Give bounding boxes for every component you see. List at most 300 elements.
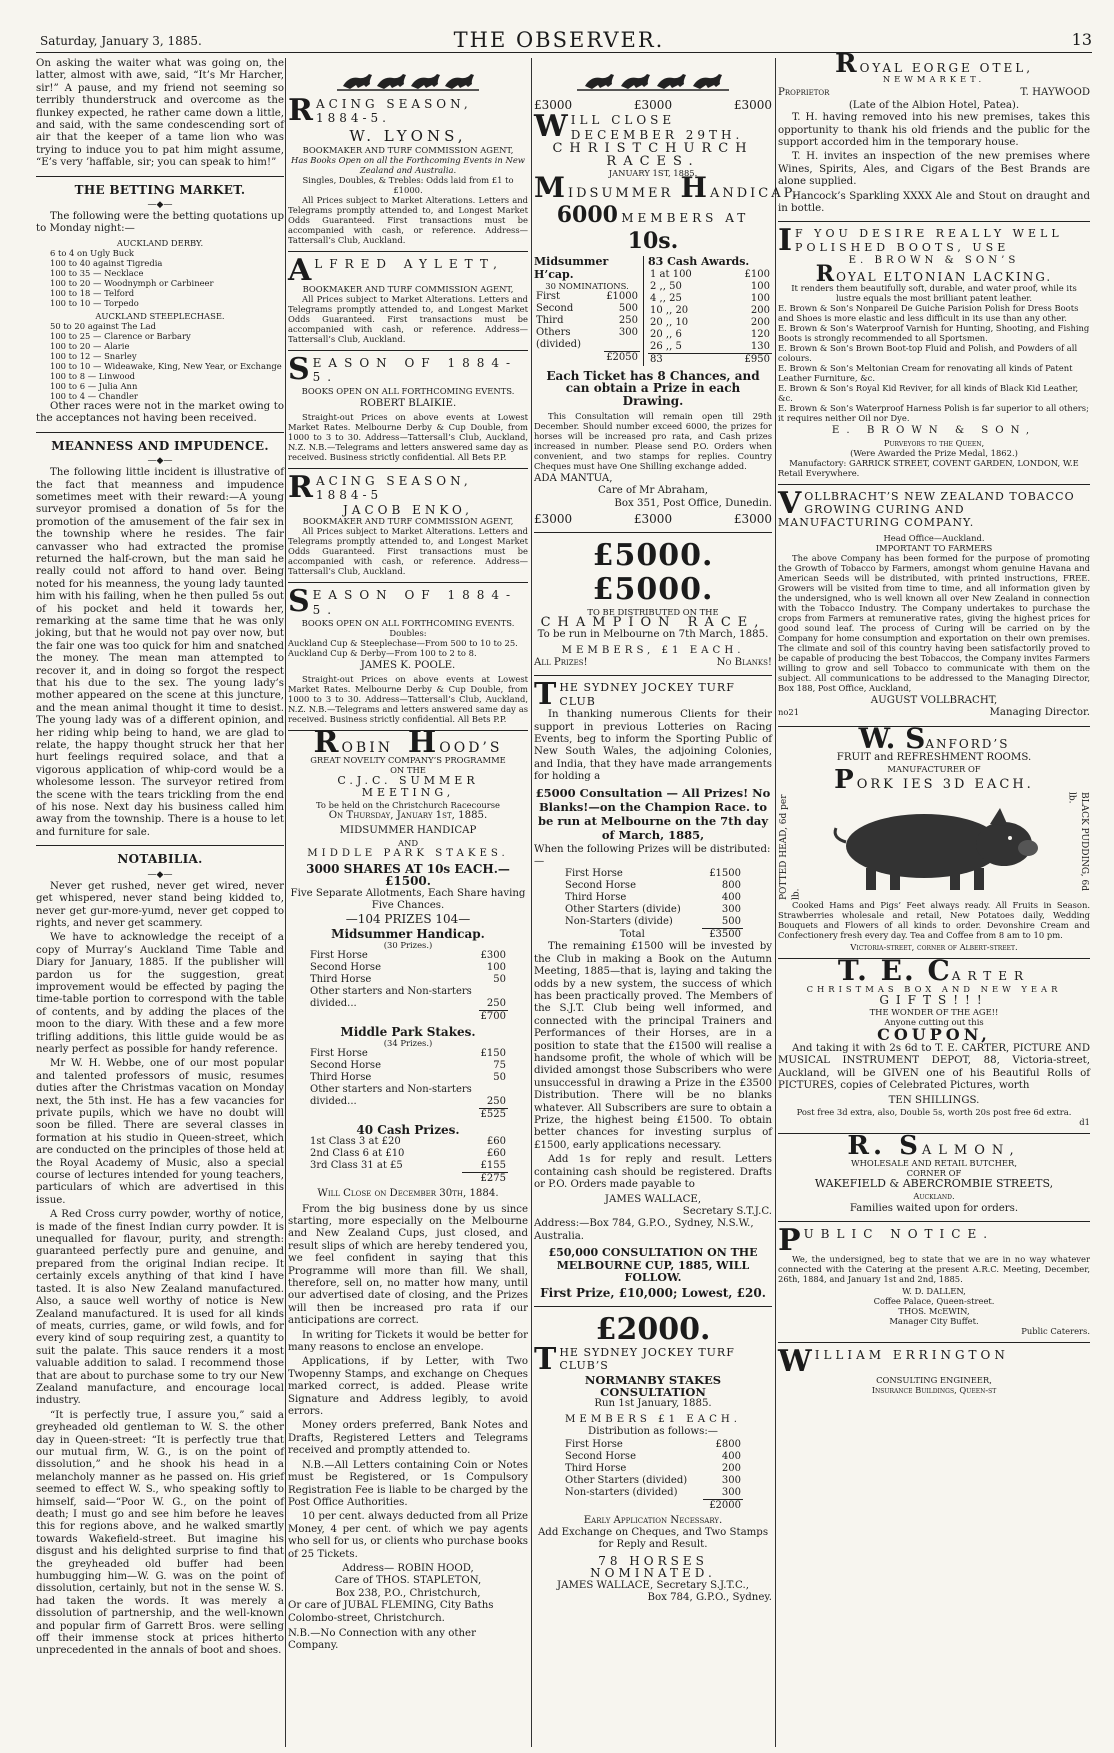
- odds-line: 100 to 8 — Linwood: [50, 370, 135, 381]
- divider: [288, 582, 528, 583]
- drop-cap: A: [288, 252, 312, 288]
- drop-cap: R: [815, 260, 837, 287]
- prize-label: Second Horse: [310, 1060, 381, 1072]
- poole-advert: [288, 584, 528, 725]
- advert-heading: R. S: [847, 1131, 922, 1161]
- amount: £3000: [733, 512, 772, 527]
- advert-line: Each Ticket has 8 Chances, and can obtain a Prize in each Drawing.: [546, 368, 760, 408]
- advert-line: GIFTS!!!: [879, 993, 989, 1008]
- odds-line: 100 to 12 — Snarley: [50, 350, 137, 361]
- advert-body: Straight-out Prices on above events at Lowest Market Rates. Melbourne Derby & Cup Double, from 1000 to 3 to 30. Address—Tattersall’s Club, Auckland, N.Z. N.B.—Telegrams and letters answered same day as received. Business strictly confidential. All Bets P.P.: [288, 674, 528, 725]
- ornament: —◆—: [147, 869, 173, 880]
- drop-cap: P: [778, 1223, 801, 1259]
- product-item: E. Brown & Son’s Meltonian Cream for renovating all kinds of Patent Leather Furniture, &c.: [778, 363, 1073, 384]
- prize-label: Third: [536, 315, 564, 327]
- advert-heading: IDSUMMER: [568, 186, 674, 202]
- advert-line: NORMANBY STAKES CONSULTATION: [584, 1372, 722, 1399]
- odds-line: 100 to 18 — Telford: [50, 287, 135, 298]
- prize-amount: 800: [721, 880, 741, 892]
- carter-heading: [778, 953, 1090, 987]
- advert-line: MEMBERS AT: [621, 211, 750, 226]
- prize-label: 3rd Class 31 at £5: [310, 1160, 403, 1172]
- drop-cap: M: [534, 171, 568, 205]
- blaikie-advert: [288, 351, 528, 463]
- address-line: Box 351, Post Office, Dunedin.: [614, 497, 772, 509]
- betting-intro: The following were the betting quotations up to Monday night:—: [36, 211, 284, 235]
- drop-cap: I: [778, 223, 793, 259]
- prize-label: Second Horse: [565, 1450, 636, 1462]
- prize-amount: £150: [480, 1048, 506, 1060]
- drop-cap: H: [680, 171, 710, 205]
- advert-line: (Late of the Albion Hotel, Patea).: [848, 99, 1020, 111]
- odds-line: 100 to 35 — Necklace: [50, 267, 144, 278]
- advert-line: JANUARY 1ST, 1885.: [608, 168, 698, 179]
- advert-line: CHRISTCHURCH RACES.: [552, 141, 754, 169]
- drop-cap: T: [534, 677, 557, 713]
- drop-cap: V: [778, 485, 802, 521]
- steeplechase-odds: [36, 321, 284, 401]
- amount: £3000: [733, 98, 772, 112]
- prize-amount: 75: [493, 1060, 506, 1072]
- prize-amount: 200: [750, 304, 770, 316]
- advert-line: Auckland.: [913, 1190, 955, 1201]
- advert-line: ON THE: [390, 764, 426, 775]
- closing-date: Will Close on December 30th, 1884.: [317, 1188, 499, 1200]
- advert-note: N.B.—No Connection with any other Company.: [288, 1627, 476, 1652]
- advert-heading: EASON OF 1884-5.: [312, 355, 518, 385]
- prize-label: First Horse: [310, 1048, 368, 1060]
- cash-prize-table: [308, 1136, 508, 1185]
- middle-park-prize-table: [308, 1048, 508, 1121]
- divider: [534, 675, 772, 676]
- prize-label: 2 ,, 50: [650, 280, 682, 292]
- address-line: Victoria-street, corner of Albert-street.: [850, 941, 1018, 952]
- advert-heading: ANFORD’S: [925, 736, 1010, 751]
- prize-amount: £800: [715, 1438, 741, 1450]
- prize-table-title: Midsummer Handicap.: [331, 926, 485, 941]
- newspaper-title: THE OBSERVER.: [453, 28, 665, 52]
- drop-cap: H: [407, 725, 440, 761]
- advert-line: Doubles:: [389, 628, 427, 639]
- advertiser-name: JAMES WALLACE,: [604, 1193, 702, 1205]
- signatory-title: Coffee Palace, Queen-street.: [873, 1296, 995, 1307]
- page-number: 13: [1071, 30, 1092, 49]
- advert-body: Applications, if by Letter, with Two Twopenny Stamps, and exchange on Cheques marked correct, is added. Please write Signature and Address legibly, to avoid errors.: [288, 1356, 528, 1418]
- prize-label: 20 ,, 6: [650, 328, 682, 340]
- divider: [778, 726, 1090, 727]
- odds-line: 100 to 4 — Chandler: [50, 390, 138, 401]
- advert-heading: ALMON,: [921, 1143, 1021, 1158]
- proprietor-name: T. HAYWOOD: [1020, 87, 1090, 99]
- advert-body: Straight-out Prices on above events at Lowest Market Rates. Melbourne Derby & Cup Double, from 1000 to 3 to 30. Address—Tattersall’s Club, Auckland, N.Z. N.B.—Telegrams and letters answered same day as received. Business strictly confidential. All Bets P.P.: [288, 412, 528, 463]
- prize-amount: 400: [721, 1450, 741, 1462]
- signature-line: [778, 707, 1090, 719]
- prize-amount: 200: [721, 1462, 741, 1474]
- product-item: E. Brown & Son’s Royal Kid Reviver, for all kinds of Black Kid Leather, &c.: [778, 383, 1079, 404]
- advert-line: To be run in Melbourne on 7th March, 1885.: [537, 629, 769, 641]
- advert-line: MANUFACTURER OF: [887, 764, 981, 775]
- prize-label: Non-Starters (divide): [565, 916, 673, 928]
- prize-label: Other starters and Non-starters divided...: [310, 1084, 472, 1108]
- advert-body: T. H. invites an inspection of the new premises where Wines, Spirits, Ales, and Cigars of the Best Brands are alone supplied.: [778, 151, 1090, 188]
- normanby-prize-table: [563, 1439, 743, 1512]
- drop-cap: W: [778, 1344, 812, 1380]
- prize-label: Third Horse: [565, 1462, 627, 1474]
- advert-line: (Were Awarded the Prize Medal, 1862.): [850, 447, 1018, 458]
- prize-amount: 200: [750, 316, 770, 328]
- advert-line: [534, 657, 772, 669]
- prize-amount: 300: [721, 1486, 741, 1498]
- advert-line: Head Office—Auckland.: [883, 532, 985, 543]
- prize-label: First: [536, 291, 561, 303]
- advert-heading: EASON OF 1884-5.: [312, 588, 518, 617]
- amount: £3000: [633, 512, 673, 527]
- advert-heading: ANDICAP.: [709, 186, 800, 202]
- advert-line: CHRISTMAS BOX AND NEW YEAR: [806, 984, 1062, 995]
- prize-table-subtitle: (30 Prizes.): [383, 940, 433, 951]
- prize-label: 2nd Class 6 at £10: [310, 1148, 405, 1160]
- column-divider: [285, 58, 286, 1747]
- divider: [36, 432, 284, 433]
- advert-heading: F YOU DESIRE REALLY WELL POLISHED BOOTS, USE: [795, 227, 1063, 254]
- advert-heading: OYAL ELTONIAN LACKING.: [836, 269, 1053, 284]
- advert-subtitle: BOOKS OPEN ON ALL FORTHCOMING EVENTS.: [301, 385, 515, 396]
- odds-line: 100 to 25 — Clarence or Barbary: [50, 330, 191, 341]
- advert-line: Auckland Cup & Derby—From 100 to 2 to 8.: [288, 648, 477, 659]
- advert-heading: ORK IES 3D EACH.: [856, 777, 1034, 793]
- intro-paragraph: On asking the waiter what was going on, the latter, almost with awe, said, “It’s Mr Harcher, sir!” A pause, and my friend not seeming so terribly thunderstruck and overcome as the flunkey expected, he rather came down a little, and said, with the same condescending sort of air that the keeper of a tame lion who was trying to induce you to pat him might assume, “E’s very ’haffable, sir; you can speak to him!”: [36, 58, 284, 169]
- issue-date: Saturday, January 3, 1885.: [40, 34, 202, 48]
- prize-label: 20 ,, 10: [650, 316, 689, 328]
- drop-cap: T: [534, 1341, 557, 1377]
- page-header: [26, 28, 1092, 50]
- notabilia-item: A Red Cross curry powder, worthy of notice, is made of the finest Indian curry powder. It is unequalled for flavour, purity, and strength: guaranteed perfectly pure and genuine, and prepared from the original Indian recipe. It certainly excels anything of that kind I have tasted. It is also New Zealand manufactured. Also, a sauce well worthy of notice is New Zealand manufactured. It is used for all kinds of meats, curries, game, or wild fowls, and for every kind of soup requiring zest, a quantity to suit the palate. This sauce renders it a most valuable addition to salad. I recommend those that are about to purchase some to try our New Zealand manufacture, and encourage local industry.: [36, 1209, 284, 1407]
- advert-body: The remaining £1500 will be invested by the Club in making a Book on the Autumn Meeting, 1885—that is, laying and taking the odds by a new system, the success of which has been practically proved. The Members of the S.J.T. Club being well informed, and connected with the principal Trainers and Performances of their Horses, are in a position to state that the £1500 will realise a handsome profit, the whole of which will be divided amongst those Subscribers who were unsuccessful in drawing a Prize in the £3500 Distribution. There will be no blanks whatever. All Subscribers are sure to obtain a Prize, the highest being £1500. To obtain better chances for investing surplus of £1500, early applications necessary.: [534, 941, 772, 1151]
- prize-amount: 250: [486, 1095, 506, 1107]
- advert-line: Purveyors to the Queen,: [883, 437, 985, 448]
- prize-table: [648, 269, 772, 366]
- champion-prize-banner: £5000. £5000.: [592, 537, 714, 607]
- address-line: Insurance Buildings, Queen-st: [871, 1385, 997, 1396]
- advert-line: MEMBERS £1 EACH.: [564, 1413, 742, 1425]
- royal-george-heading: [778, 49, 1090, 79]
- divider: [288, 251, 528, 252]
- divider: [534, 1306, 772, 1307]
- advert-heading: ILLIAM ERRINGTON: [814, 1348, 1009, 1363]
- prize-amount: 130: [750, 340, 770, 352]
- address-line: Address:—Box 784, G.P.O., Sydney, N.S.W., Australia.: [534, 1218, 754, 1242]
- prize-amount: 300: [721, 1474, 741, 1486]
- signatory-name: W. D. DALLEN,: [902, 1286, 966, 1297]
- divider: [288, 350, 528, 351]
- advert-heading: OOD’S: [439, 740, 503, 757]
- steeplechase-heading: AUCKLAND STEEPLECHASE.: [95, 310, 225, 321]
- champion-prize-table: [563, 868, 743, 941]
- odds-line: 100 to 10 — Wideawake, King, New Year, or Exchange: [50, 360, 282, 371]
- advert-ref: no21: [778, 707, 800, 718]
- prize-table-title: Midsummer H’cap.: [534, 255, 609, 281]
- ticket-price: 10s.: [627, 228, 679, 255]
- advert-body: In thanking numerous Clients for their support in previous Lotteries on Racing Events, beg to inform the Sporting Public of New South Wales, the adjoining Colonies, and India, that they have made arrangements for holding a: [534, 709, 772, 783]
- advert-line: Auckland Cup & Steeplechase—From 500 to 10 to 25.: [288, 638, 518, 649]
- derby-heading: AUCKLAND DERBY.: [116, 237, 204, 248]
- prize-label: Second Horse: [565, 880, 636, 892]
- divider: [36, 845, 284, 846]
- advert-line: First Prize, £10,000; Lowest, £20.: [540, 1286, 766, 1301]
- advertiser-name: AUGUST VOLLBRACHT,: [870, 694, 998, 706]
- prize-label: 26 ,, 5: [650, 340, 682, 352]
- column-2: [288, 58, 528, 1747]
- address-line: Address— ROBIN HOOD,: [342, 1562, 474, 1574]
- advert-body: Add 1s for reply and result. Letters containing cash should be registered. Drafts or P.O. Orders made payable to: [534, 1154, 772, 1191]
- advert-line: WHOLESALE AND RETAIL BUTCHER,: [850, 1158, 1018, 1169]
- coupon-heading: COUPON,: [877, 1024, 991, 1044]
- racing-horses-icon: [333, 60, 483, 96]
- prize-table-title: 40 Cash Prizes.: [356, 1122, 460, 1137]
- amount-banner: [534, 513, 772, 525]
- advert-subtitle: BOOKMAKER AND TURF COMMISSION AGENT,: [302, 144, 514, 155]
- product-item: E. Brown & Son’s Waterproof Varnish for Hunting, Shooting, and Fishing Boots is strongly recommended to all Sportsmen.: [778, 323, 1090, 344]
- advert-heading: OBIN: [341, 740, 393, 757]
- column-4: [778, 49, 1090, 1747]
- ornament: —◆—: [147, 456, 173, 467]
- advert-line: Retail Everywhere.: [778, 467, 860, 478]
- advert-heading: W. S: [858, 721, 926, 755]
- advert-line: Distribution as follows:—: [588, 1426, 718, 1438]
- advert-line: When the following Prizes will be distributed:—: [534, 843, 771, 867]
- prize-label: Other starters and Non-starters divided...: [310, 986, 472, 1010]
- prize-amount: £155: [480, 1160, 506, 1172]
- amount-banner: [534, 99, 772, 111]
- divider: [778, 1221, 1090, 1222]
- advert-body: Hancock’s Sparkling XXXX Ale and Stout on draught and in bottle.: [778, 190, 1090, 215]
- notabilia-item: “It is perfectly true, I assure you,” said a greyheaded old gentleman to W. S. the other day in Queen-street: “It is perfectly true that our mutual firm, W. G., is on the point of dissolution,” and he shook his head in a melancholy manner as he passed on. His grief seemed to effect W. S., who speaking softly to himself, said—“Poor W. G., on the point of death; I must go and see him before he leaves this for regions above, and he walked smartly towards Wakefield-street. But imagine his disgust and his delighted surprise to find that the greyheaded old buffer had been humbugging him—W. G. was on the point of dissolution, certainly, but not in the sense W. S. had taken the words. It was merely a dissolution of partnership, and the well-known and popular firm of Garrett Bros. were selling off their immense stock at prices hitherto unprecedented in the annals of boot and shoes.: [36, 1409, 284, 1657]
- robin-hood-advert: [288, 725, 528, 1652]
- prize-total: £275: [462, 1173, 508, 1186]
- prize-amount: 100: [750, 280, 770, 292]
- divider: [778, 1342, 1090, 1343]
- prize-label: Third Horse: [565, 892, 627, 904]
- prize-label: 4 ,, 25: [650, 292, 682, 304]
- address-line: Or care of JUBAL FLEMING, City Baths Colombo-street, Christchurch.: [288, 1600, 494, 1624]
- address-line: Care of THOS. STAPLETON,: [334, 1575, 482, 1587]
- odds-line: 100 to 20 — Woodnymph or Carbineer: [50, 277, 214, 288]
- sanford-heading: [778, 721, 1090, 755]
- prize-amount: 250: [618, 315, 638, 327]
- signatory-title: Public Caterers.: [1021, 1326, 1090, 1337]
- advert-heading: ACING SEASON, 1884-5: [315, 474, 472, 503]
- advert-body: 10 per cent. always deducted from all Prize Money, 4 per cent. of which we pay agents who sell for us, or clients who purchase books of 25 Tickets.: [288, 1511, 528, 1560]
- prize-amount: £100: [744, 268, 770, 280]
- divider: [36, 176, 284, 177]
- prize-total-label: Total: [619, 928, 645, 940]
- advert-heading: ILL CLOSE DECEMBER 29TH.: [570, 113, 744, 142]
- advertiser-name: E. BROWN & SON’S: [848, 255, 1020, 267]
- advert-body: From the big business done by us since starting, more especially on the Melbourne and New Zealand Cups, just closed, and result slips of which are hereby tendered you, we feel confident in saying that this Programme will more than fill. We shall, therefore, sell on, no matter how many, until our advertised date of closing, and the Prizes will then be increased pro rata if our anticipations are correct.: [288, 1203, 528, 1327]
- advert-ref: d1: [1079, 1117, 1090, 1127]
- prize-label: Second Horse: [310, 962, 381, 974]
- divider: [534, 532, 772, 533]
- drop-cap: S: [288, 351, 310, 387]
- advert-line: To be held on the Christchurch Racecourse: [315, 799, 501, 810]
- meanness-heading: MEANNESS AND IMPUDENCE.: [51, 438, 269, 453]
- drop-cap: R: [313, 725, 342, 761]
- prize-amount: £60: [486, 1136, 506, 1148]
- advert-heading: ARTER: [951, 968, 1031, 983]
- advert-line: AND: [397, 837, 419, 848]
- prize-total: £950: [723, 353, 772, 366]
- prize-label: First Horse: [565, 1438, 623, 1450]
- side-caption: BLACK PUDDING, 6d lb.: [1066, 791, 1089, 891]
- advert-subtitle: BOOKMAKER AND TURF COMMISSION AGENT,: [302, 283, 514, 294]
- divider: [778, 221, 1090, 222]
- ornament: —◆—: [147, 200, 173, 211]
- advert-line: FRUIT and REFRESHMENT ROOMS.: [836, 751, 1032, 763]
- advert-line: Manufactory: GARRICK STREET, COVENT GARDEN, LONDON, W.E: [789, 457, 1079, 468]
- prize-amount: 120: [750, 328, 770, 340]
- prize-amount: 50: [493, 974, 506, 986]
- advert-line: —104 PRIZES 104—: [345, 911, 471, 926]
- prize-total: £525: [480, 1108, 506, 1120]
- prize-total: £2000: [703, 1499, 743, 1512]
- advert-line: On Thursday, January 1st, 1885.: [328, 809, 488, 821]
- advert-body: All Prices subject to Market Alterations. Letters and Telegrams promptly attended to, and Longest Market Odds Guaranteed. First transactions must be accompanied with cash, or reference. Address—Tattersall’s Club, Auckland.: [288, 526, 528, 577]
- advert-note: All Prizes!: [534, 656, 588, 668]
- prize-amount: £1500: [709, 868, 741, 880]
- prize-amount: 500: [721, 916, 741, 928]
- advert-line: Five Separate Allotments, Each Share having Five Chances.: [290, 887, 526, 912]
- betting-close: Other races were not in the market owing to the acceptances not having been received.: [36, 400, 284, 425]
- advert-body: All Prices subject to Market Alterations. Letters and Telegrams promptly attended to, and Longest Market Odds Guaranteed. First transactions must be accompanied with cash, or reference. Address—Tattersall’s Club, Auckland.: [288, 293, 528, 344]
- drop-cap: R: [288, 93, 313, 128]
- advertiser-name: JAMES WALLACE, Secretary S.J.T.C.,: [557, 1579, 749, 1591]
- notabilia-heading: NOTABILIA.: [117, 852, 203, 867]
- header-rule: [36, 52, 1092, 53]
- advert-body: We, the undersigned, beg to state that we are in no way whatever connected with the Catering at the present A.R.C. Meeting, December, 26th, 1884, and January 1st and 2nd, 1885.: [778, 1254, 1090, 1285]
- product-item: E. Brown & Son’s Nonpareil De Guiche Parision Polish for Dress Boots and Shoes is more elastic and less difficult in its use than any other.: [778, 303, 1079, 324]
- advert-line: MEMBERS, £1 EACH.: [561, 644, 745, 656]
- signatory-name: THOS. McEWIN,: [898, 1306, 970, 1317]
- product-item: E. Brown & Son’s Waterproof Harness Polish is far superior to all others; it requires neither Oil nor Dye.: [778, 403, 1089, 424]
- odds-line: 100 to 10 — Torpedo: [50, 297, 139, 308]
- prize-amount: 100: [486, 962, 506, 974]
- column-1: [36, 58, 284, 1747]
- betting-market-heading: THE BETTING MARKET.: [74, 182, 246, 197]
- prize-table-subtitle: (34 Prizes.): [383, 1038, 433, 1049]
- advert-line: 78 HORSES NOMINATED.: [590, 1553, 716, 1581]
- prize-amount: 400: [721, 892, 741, 904]
- advert-subtitle: GREAT NOVELTY COMPANY’S PROGRAMME: [310, 754, 506, 765]
- advert-line: CHAMPION RACE,: [540, 614, 766, 630]
- drop-cap: R: [834, 49, 860, 79]
- advert-line: TEN SHILLINGS.: [888, 1094, 980, 1106]
- prize-amount: 250: [486, 997, 506, 1009]
- normanby-prize-banner: £2000.: [595, 1311, 711, 1347]
- advert-subtitle: BOOKS OPEN ON ALL FORTHCOMING EVENTS.: [301, 618, 515, 629]
- odds-line: 50 to 20 against The Lad: [50, 320, 156, 331]
- address-line: Box 238, P.O., Christchurch,: [335, 1587, 481, 1599]
- prize-total: £2050: [606, 351, 638, 363]
- drop-cap: S: [288, 584, 310, 620]
- prize-label: Third Horse: [310, 974, 372, 986]
- advert-heading: OYAL EORGE OTEL,: [859, 61, 1034, 75]
- advert-heading: T. E. C: [837, 953, 952, 987]
- derby-odds: [36, 248, 284, 308]
- advert-line: Managing Director.: [989, 707, 1090, 719]
- signatory-title: Manager City Buffet.: [889, 1316, 979, 1327]
- advert-line: Add Exchange on Cheques, and Two Stamps for Reply and Result.: [537, 1527, 769, 1551]
- prize-amount: 50: [493, 1072, 506, 1084]
- odds-line: 100 to 40 against Tigredia: [50, 257, 163, 268]
- pig-icon: [814, 798, 1044, 894]
- address-line: Box 784, G.P.O., Sydney.: [647, 1592, 772, 1604]
- advertiser-name: E. BROWN & SON,: [831, 425, 1037, 437]
- odds-line: 100 to 6 — Julia Ann: [50, 380, 138, 391]
- advert-line: Post free 3d extra, also, Double 5s, worth 20s post free 6d extra.: [796, 1107, 1072, 1117]
- prize-table: [534, 291, 640, 364]
- divider: [778, 1133, 1090, 1134]
- divider: [288, 468, 528, 469]
- advert-note: No Blanks!: [716, 656, 772, 668]
- drop-cap: P: [834, 765, 857, 796]
- midsummer-prize-tables: [534, 256, 772, 365]
- prize-amount: 300: [618, 327, 638, 339]
- blacking-products: [778, 303, 1090, 423]
- advertiser-name: JAMES K. POOLE.: [360, 660, 456, 672]
- advert-line: NEWMARKET.: [882, 74, 986, 85]
- pig-illustration-area: [778, 792, 1090, 900]
- prize-label: Third Horse: [310, 1072, 372, 1084]
- advert-body: All Prices subject to Market Alterations. Letters and Telegrams promptly attended to, and Longest Market Odds Guaranteed. First transactions must be accompanied with cash, or reference. Address—Tattersall’s Club, Auckland.: [288, 194, 528, 245]
- aylett-advert: [288, 252, 528, 344]
- odds-line: 100 to 20 — Alarie: [50, 340, 130, 351]
- advert-line: MIDDLE PARK STAKES.: [307, 847, 509, 859]
- proprietor-label: Proprietor: [778, 87, 830, 99]
- prize-count: 83: [648, 353, 723, 366]
- odds-line: 6 to 4 on Ugly Buck: [50, 247, 134, 258]
- prize-label: Other Starters (divided): [565, 1474, 688, 1486]
- prize-amount: 300: [721, 904, 741, 916]
- prize-label: Others (divided): [536, 327, 581, 351]
- advert-line: Singles, Doubles, & Trebles: Odds laid from £1 to £1000.: [302, 174, 514, 195]
- advert-line: Has Books Open on all the Forthcoming Events in New Zealand and Australia.: [291, 154, 525, 175]
- advert-line: MIDSUMMER HANDICAP: [339, 825, 477, 837]
- advert-heading: ACING SEASON, 1884-5.: [315, 97, 472, 126]
- advert-line: Anyone cutting out this: [884, 1016, 984, 1027]
- notabilia-item: Never get rushed, never get wired, never get whispered, never stand being kidded to, never get gur-more-yumd, never get copped to rights, and never get scammery.: [36, 880, 284, 929]
- prize-table-title: 83 Cash Awards.: [648, 255, 750, 269]
- prize-table-title: Middle Park Stakes.: [340, 1024, 476, 1039]
- prize-amount: £60: [486, 1148, 506, 1160]
- advert-body: N.B.—All Letters containing Coin or Notes must be Registered, or 1s Compulsory Registration Fee is liable to be charged by the Post Office Authorities.: [288, 1459, 528, 1508]
- advert-line: WAKEFIELD & ABERCROMBIE STREETS,: [814, 1177, 1054, 1191]
- product-item: E. Brown & Son’s Brown Boot-top Fluid and Polish, and Powders of all colours.: [778, 343, 1078, 364]
- prize-label: First Horse: [310, 950, 368, 962]
- enko-advert: [288, 470, 528, 577]
- prize-label: Non-starters (divided): [565, 1486, 678, 1498]
- advert-body: In writing for Tickets it would be better for many reasons to enclose an envelope.: [288, 1329, 528, 1354]
- advert-heading: LFRED AYLETT,: [314, 256, 504, 271]
- advertiser-name: W. LYONS,: [349, 126, 467, 145]
- prize-table-subtitle: 30 NOMINATIONS.: [545, 281, 629, 292]
- drop-cap: R: [288, 470, 313, 506]
- prize-label: Other Starters (divide): [565, 904, 681, 916]
- advert-body: Cooked Hams and Pigs’ Feet always ready. All Fruits in Season. Strawberries wholesale and retail, New Potatoes daily, Wedding Bouquets and Flowers of all kinds to order. Devonshire Cream and Confectionery fresh every day. Tea and Coffee from 8 am to 10 pm.: [778, 899, 1090, 940]
- prize-label: 1 at 100: [650, 268, 692, 280]
- advert-heading: UBLIC NOTICE.: [803, 1227, 995, 1242]
- salmon-heading: [778, 1131, 1090, 1161]
- drop-cap: W: [534, 109, 568, 145]
